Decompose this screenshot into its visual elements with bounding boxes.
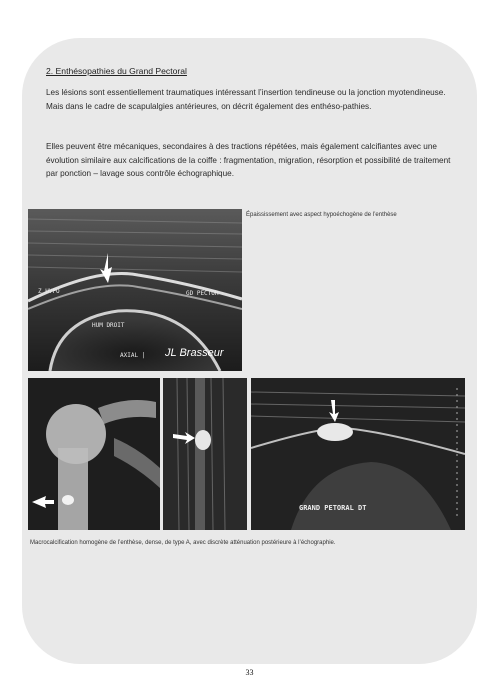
paragraph-1: Les lésions sont essentiellement traumatiques intéressant l’insertion tendineuse ou la jonction myotendineuse. Mais dans le cadre de scapulalgies antérieures, on décrit également des enthéso-pathies.: [46, 88, 446, 111]
us1-label-bottom: AXIAL |: [120, 352, 146, 359]
ultrasound-image-longitudinal: [163, 378, 247, 530]
paragraph-2: Elles peuvent être mécaniques, secondaires à des tractions répétées, mais également calcifiantes avec une évolution similaire aux calcifications de la coiffe : fragmentation, migration, résorption et possibilité de traitement par ponction – lavage sous contrôle échographique.: [46, 142, 451, 178]
ultrasound-image-entheses: [28, 209, 242, 371]
caption-top: Épaississement avec aspect hypoéchogène de l’enthèse: [246, 212, 397, 218]
caption-bottom: Macrocalcification homogène de l’enthèse, dense, de type A, avec discrète atténuation postérieure à l’échographie.: [30, 540, 336, 546]
ultrasound-image-calcification: [251, 378, 465, 530]
us1-signature: JL Brasseur: [165, 347, 224, 359]
us3-label: GRAND PETORAL DT: [299, 504, 367, 512]
section-heading: 2. Enthésopathies du Grand Pectoral: [46, 66, 187, 76]
us1-label-center: HUM DROIT: [92, 322, 125, 329]
us1-label-left: Z HYPO: [38, 288, 60, 295]
us1-label-right: GD PECTOR: [186, 290, 219, 297]
xray-image-shoulder: [28, 378, 160, 530]
page-number: 33: [245, 668, 254, 677]
